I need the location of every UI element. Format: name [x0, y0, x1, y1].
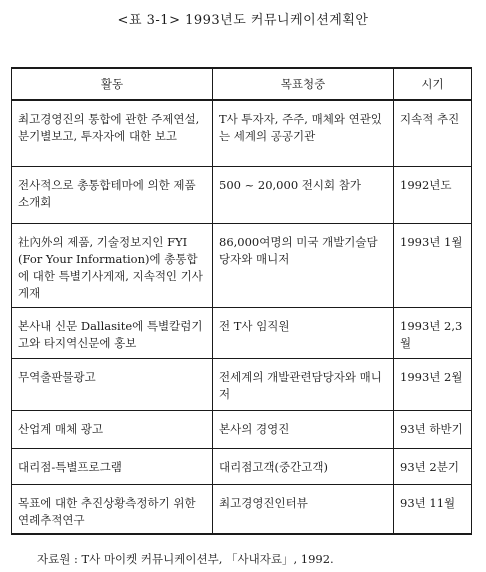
- header-audience: 목표청중: [213, 68, 394, 100]
- timing-cell: 1993년 1월: [394, 223, 472, 307]
- activity-cell: 대리점-특별프로그램: [12, 448, 213, 484]
- timing-cell: 1992년도: [394, 166, 472, 223]
- source-note: 자료원 : T사 마이켓 커뮤니케이션부, 「사내자료」, 1992.: [37, 552, 334, 566]
- activity-cell: 전사적으로 총통합테마에 의한 제품소개회: [12, 166, 213, 223]
- activity-cell: 社內外의 제품, 기술정보지인 FYI (For Your Information)에 총통합에 대한 특별기사게재, 지속적인 기사게재: [12, 223, 213, 307]
- audience-cell: 대리점고객(중간고객): [213, 448, 394, 484]
- table-row: [12, 410, 472, 448]
- table-row: [12, 307, 472, 358]
- table-row: [12, 358, 472, 410]
- audience-cell: T사 투자자, 주주, 매체와 연관있는 세계의 공공기관: [213, 100, 394, 166]
- timing-cell: 1993년 2월: [394, 358, 472, 410]
- activity-cell: 최고경영진의 통합에 관한 주제연설, 분기별보고, 투자자에 대한 보고: [12, 100, 213, 166]
- timing-cell: 93년 11월: [394, 484, 472, 534]
- audience-cell: 86,000여명의 미국 개발기술담당자와 매니저: [213, 223, 394, 307]
- timing-cell: 1993년 2,3월: [394, 307, 472, 358]
- timing-cell: 지속적 추진: [394, 100, 472, 166]
- table-header-row: [12, 68, 472, 100]
- table-row: [12, 100, 472, 166]
- table-row: [12, 166, 472, 223]
- audience-cell: 전세계의 개발관련담당자와 매니저: [213, 358, 394, 410]
- activity-cell: 본사내 신문 Dallasite에 특별칼럼기고와 타지역신문에 홍보: [12, 307, 213, 358]
- activity-cell: 산업계 매체 광고: [12, 410, 213, 448]
- table-row: [12, 223, 472, 307]
- audience-cell: 본사의 경영진: [213, 410, 394, 448]
- communication-plan-table: [11, 67, 472, 535]
- timing-cell: 93년 2분기: [394, 448, 472, 484]
- table-title: <표 3-1> 1993년도 커뮤니케이션계획안: [117, 13, 369, 28]
- header-activity: 활동: [12, 68, 213, 100]
- timing-cell: 93년 하반기: [394, 410, 472, 448]
- activity-cell: 목표에 대한 추진상황측정하기 위한 연례추적연구: [12, 484, 213, 534]
- audience-cell: 전 T사 임직원: [213, 307, 394, 358]
- table-row: [12, 448, 472, 484]
- audience-cell: 최고경영진인터뷰: [213, 484, 394, 534]
- header-timing: 시기: [394, 68, 472, 100]
- audience-cell: 500 ~ 20,000 전시회 참가: [213, 166, 394, 223]
- table-row: [12, 484, 472, 534]
- activity-cell: 무역출판물광고: [12, 358, 213, 410]
